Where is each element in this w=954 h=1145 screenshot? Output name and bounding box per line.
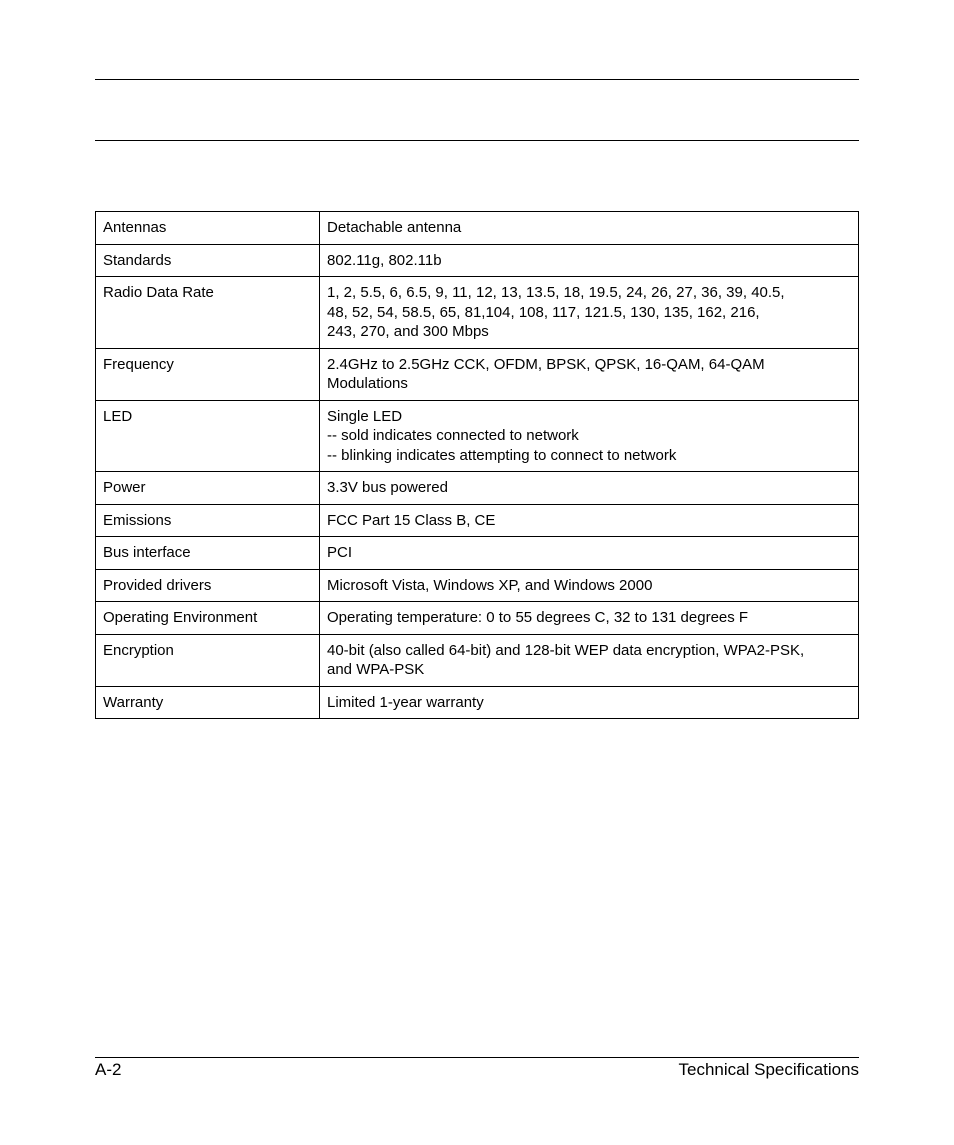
- spec-value-line: 40-bit (also called 64-bit) and 128-bit WEP data encryption, WPA2-PSK,: [327, 641, 805, 659]
- footer-section-title: Technical Specifications: [678, 1060, 859, 1079]
- spec-value: [320, 634, 859, 686]
- spec-label: Encryption: [96, 634, 320, 686]
- table-row: [96, 504, 859, 537]
- spec-value: [320, 348, 859, 400]
- spec-value: [320, 686, 859, 719]
- table-row: [96, 400, 859, 472]
- table-row: [96, 277, 859, 349]
- table-row: [96, 212, 859, 245]
- header-rule-bottom: [95, 140, 859, 141]
- spec-value-line: Limited 1-year warranty: [327, 693, 484, 711]
- spec-value-line: Operating temperature: 0 to 55 degrees C, 32 to 131 degrees F: [327, 609, 749, 626]
- table-row: [96, 537, 859, 570]
- spec-label: Frequency: [96, 348, 320, 400]
- spec-label: Radio Data Rate: [96, 277, 320, 349]
- specifications-table: [95, 211, 859, 719]
- spec-value: [320, 602, 859, 635]
- table-row: [96, 569, 859, 602]
- spec-label: Antennas: [96, 212, 320, 245]
- spec-label: Power: [96, 472, 320, 505]
- spec-value-line: FCC Part 15 Class B, CE: [327, 511, 496, 529]
- spec-value: [320, 472, 859, 505]
- spec-value-line: -- blinking indicates attempting to connect to network: [327, 446, 677, 464]
- spec-value-line: Single LED: [327, 407, 403, 425]
- spec-value-line: 243, 270, and 300 Mbps: [327, 323, 489, 340]
- footer-rule: [95, 1057, 859, 1058]
- spec-value-line: and WPA-PSK: [327, 661, 425, 678]
- spec-value-line: 2.4GHz to 2.5GHz CCK, OFDM, BPSK, QPSK, 16-QAM, 64-QAM: [327, 355, 765, 373]
- spec-label: LED: [96, 400, 320, 472]
- spec-value: [320, 504, 859, 537]
- spec-value-line: Detachable antenna: [327, 219, 462, 236]
- table-row: [96, 348, 859, 400]
- table-row: [96, 244, 859, 277]
- table-row: [96, 472, 859, 505]
- spec-value-line: 802.11g, 802.11b: [327, 251, 442, 269]
- table-row: [96, 602, 859, 635]
- spec-value: [320, 537, 859, 570]
- spec-value-line: 48, 52, 54, 58.5, 65, 81,104, 108, 117, 121.5, 130, 135, 162, 216,: [327, 303, 760, 321]
- specifications-table-body: [96, 212, 859, 719]
- table-row: [96, 686, 859, 719]
- spec-label: Bus interface: [96, 537, 320, 570]
- spec-value-line: -- sold indicates connected to network: [327, 427, 579, 444]
- spec-value-line: 1, 2, 5.5, 6, 6.5, 9, 11, 12, 13, 13.5, 18, 19.5, 24, 26, 27, 36, 39, 40.5,: [327, 284, 785, 301]
- spec-label: Standards: [96, 244, 320, 277]
- spec-value: [320, 244, 859, 277]
- spec-value-line: Modulations: [327, 375, 408, 392]
- spec-label: Emissions: [96, 504, 320, 537]
- spec-value: [320, 277, 859, 349]
- spec-value-line: 3.3V bus powered: [327, 479, 448, 496]
- table-row: [96, 634, 859, 686]
- spec-label: Provided drivers: [96, 569, 320, 602]
- spec-value: [320, 400, 859, 472]
- spec-label: Operating Environment: [96, 602, 320, 635]
- spec-value: [320, 212, 859, 245]
- spec-label: Warranty: [96, 686, 320, 719]
- spec-value-line: Microsoft Vista, Windows XP, and Windows 2000: [327, 576, 653, 594]
- spec-value: [320, 569, 859, 602]
- spec-value-line: PCI: [327, 544, 353, 561]
- footer-page-number: A-2: [95, 1060, 122, 1079]
- header-rule-top: [95, 79, 859, 80]
